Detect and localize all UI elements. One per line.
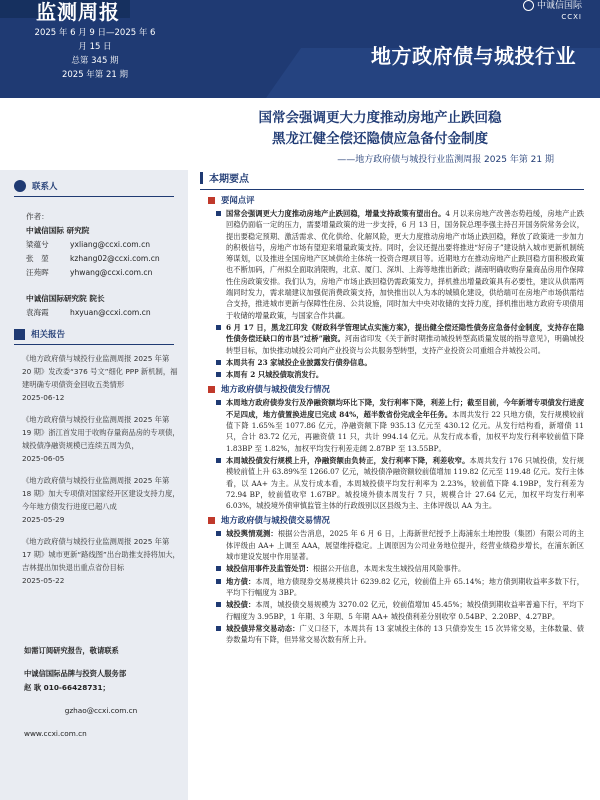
analyst-row	[26, 238, 182, 252]
report-body	[200, 170, 584, 646]
analyst-list	[26, 210, 182, 320]
related-report-date: 2025-06-05	[22, 454, 65, 463]
document-icon	[14, 329, 25, 340]
trading-paragraph	[200, 563, 584, 574]
logo-sub: CCXI	[561, 13, 582, 21]
contact-email[interactable]: gzhao@ccxi.com.cn	[64, 706, 138, 715]
analyst-name: 梁蕴兮	[26, 240, 49, 249]
para-bold: 城投债异常交易动态：	[226, 623, 300, 633]
para-text: 本周，地方债现券交易规模共计 6239.82 亿元，较前值上升 65.14%；地方债到期收益率多数下行，平均下行幅度为 3BP。	[226, 576, 584, 597]
divider	[14, 196, 174, 197]
para-text: 根据公开信息，本周未发生城投信用风险事件。	[313, 564, 466, 574]
related-report-title[interactable]: 《地方政府债与城投行业监测周报 2025 年第 20 期》发改委“376 号文”细化 PPP 新机制，福建明确专项债资金回收五类情形	[22, 354, 178, 389]
issuance-heading-text: 地方政府债与城投债发行情况	[221, 384, 330, 395]
trading-paragraph	[200, 623, 584, 646]
para-text: 本周，城投债交易规模为 3270.02 亿元，较前值增加 45.45%；城投债到期收益率普遍下行，平均下行幅度为 3.95BP，1 年期、3 年期、5 年期 AA+ 城投债利差分别收窄 0.54BP、2.20BP、4.27BP。	[226, 600, 584, 621]
contact-line: 如需订阅研究报告，敬请联系	[24, 646, 119, 655]
director-org: 中诚信国际研究院 院长	[26, 294, 105, 303]
analyst-label: 作者：	[26, 212, 49, 221]
para-bold: 本周城投债发行规模上升，净融资额由负转正，发行利率下降，利差收窄。	[226, 455, 470, 465]
report-title	[180, 108, 580, 150]
policy-heading-text: 要闻点评	[221, 195, 255, 205]
issuance-paragraph	[200, 455, 584, 511]
total-issue: 总第 345 期	[71, 56, 119, 66]
sidebar	[0, 170, 188, 800]
bullet-square	[208, 197, 215, 204]
para-text: 本周共发行 176 只城投债，发行规模较前值上升 63.89%至 1266.07 亿元，城投债净融资额较前值增加 119.82 亿元至 119.48 亿元。发行主体看，以 AA+ 为主。从发行成本看，本周城投债平均发行利率为 2.23%，较前值下降 4.19BP，发行利差为 72.94 BP，较前值收窄 1.67BP。城投境外债本周发行 7 只，规模合计 27.64 亿元，加权平均发行利率 6.03%，城投境外债审慎监管主体的行政级别以区县级为主、主体评级以 AA 为主。	[226, 455, 584, 511]
policy-paragraph	[200, 208, 584, 321]
analysts-heading: 联系人	[32, 182, 58, 192]
report-series-title: 监测周报	[36, 0, 120, 24]
policy-heading	[208, 194, 584, 206]
para-text: 本周有 2 只城投债取消发行。	[226, 370, 324, 380]
report-subtitle: ——地方政府债与城投行业监测周报 2025 年第 21 期	[337, 155, 554, 165]
contact-website[interactable]: www.ccxi.com.cn	[24, 729, 87, 738]
company-logo	[523, 0, 582, 23]
subscription-contact	[24, 644, 178, 741]
trading-paragraph	[200, 576, 584, 599]
director-row	[26, 306, 182, 320]
issue-meta	[30, 26, 160, 82]
related-report[interactable]	[22, 352, 180, 404]
para-bold: 城投债：	[226, 600, 256, 610]
analyst-name: 张 堃	[26, 254, 49, 263]
para-bold: 6 月 17 日，黑龙江印发《财政科学管理试点实施方案》，提出健全偿还隐性债务应急备付金制度，支持存在隐性债务偿还缺口的市县“过桥”融资。	[226, 322, 584, 344]
related-report-date: 2025-05-22	[22, 576, 65, 585]
issuance-heading	[208, 383, 584, 395]
related-report[interactable]	[22, 413, 180, 465]
para-text: 河南省印发《关于新时期推动城投转型高质量发展的指导意见》，明确城投转型目标，加快推动城投公司向产业投资与公共服务型转型，支持产业投资公司重组合并城投公司。	[226, 334, 584, 355]
para-text: 根据公告消息，2025 年 6 月 6 日，上海新世纪授予上海浦东土地控股（集团）有限公司的主体评级由 AA+ 上调至 AAA，展望维持稳定。上调原因为公司业务地位提升，经营业绩稳步增长，在浦东新区城市建设发展中作用显著。	[226, 529, 584, 562]
trading-paragraph	[200, 599, 584, 622]
bullet-square	[208, 386, 215, 393]
related-reports	[22, 352, 180, 596]
issue-of-year: 2025 年第 21 期	[61, 70, 129, 80]
contact-person: 赵 耿 010-66428731；	[24, 683, 110, 692]
analyst-email[interactable]: yhwang@ccxi.com.cn	[70, 268, 153, 277]
para-bold: 本周地方政府债券发行及净融资额均环比下降，发行利率下降，利差上行；截至目前，今年新增专项债发行进度不足四成，地方债置换进度已完成 84%，超半数省份完成全年任务。	[226, 398, 584, 419]
para-text: 本周共发行 22 只地方债，发行规模较前值下降 1.65%至 1077.86 亿元，净融资额下降 935.13 亿元至 430.12 亿元。从发行结构看，新增债 11 只，合计 83.72 亿元，再融资债 11 只，共计 994.14 亿元。从发行成本看，加权平均发行利率较前值下降 1.83BP 至 1.82%，加权平均发行利差走阔 2.87BP 至 13.55BP。	[226, 409, 584, 453]
related-report-title[interactable]: 《地方政府债与城投行业监测周报 2025 年第 18 期》加大专项债对国家经开区建设支持力度，今年地方债发行进度已超八成	[22, 476, 180, 511]
director-email[interactable]: hxyuan@ccxi.com.cn	[70, 308, 151, 317]
title-line-2: 黑龙江健全偿还隐债应急备付金制度	[272, 131, 488, 147]
section-bar	[200, 172, 203, 184]
logo-text: 中诚信国际	[536, 1, 582, 11]
analysts-section-header	[14, 180, 58, 192]
para-text: 4 月以来房地产改善态势趋缓，房地产止跌回稳仍面临一定的压力，需要增量政策的进一步支持，6 月 13 日，国务院总理李强主持召开国务院常务会议，提出要稳定预期、激活需求、优化供给、化解风险，更大力度推动房地产市场止跌回稳，释放了政策进一步加力的积极信号，房地产市场有望迎来增量政策支持。同时，会议还提出要将推进“好房子”建设纳入城市更新机制统筹谋划，以及推进全国房地产区域供给主体统一投资合理项目等。近期地方在推动房地产止跌回稳方面积极政策也不断加码，广州拟全面取消限购，北京、厦门、深圳、上海等地推出新政；湖南明确收购存量商品房用作保障性住房政策安排。我们认为，房地产市场止跌回稳仍需政策发力，择机推出增量政策具有必要性，建议从供需两端同时发力，需求端建议加强促消费政策支持，加快推出以人为本的城镇化建设，供给端可在房地产市场供需结合支持，推进城市更新与保障性住房、公共设施，同时加大中央对收储的支持力度，择机推出地方政府专项债用于收储的增量政策，与国家合作共赢。	[226, 209, 584, 320]
analyst-email[interactable]: kzhang02@ccxi.com.cn	[70, 254, 160, 263]
director-name: 袁海霞	[26, 308, 49, 317]
analyst-row	[26, 266, 182, 280]
related-report-date: 2025-05-29	[22, 515, 65, 524]
policy-paragraph	[200, 369, 584, 380]
para-bold: 地方债：	[226, 576, 256, 586]
related-report-title[interactable]: 《地方政府债与城投行业监测周报 2025 年第 17 期》城市更新“路线图”出台助推支持将加大，吉林提出加快退出重点省份目标	[22, 537, 180, 572]
analyst-email[interactable]: yxliang@ccxi.com.cn	[70, 240, 151, 249]
related-report[interactable]	[22, 474, 180, 526]
analyst-row	[26, 252, 182, 266]
para-bold: 国常会强调更大力度推动房地产止跌回稳，增量支持政策有望出台。	[226, 209, 446, 218]
related-section-header	[14, 328, 65, 340]
globe-icon	[523, 0, 534, 11]
title-line-1: 国常会强调更大力度推动房地产止跌回稳	[258, 110, 502, 126]
related-report-title[interactable]: 《地方政府债与城投行业监测周报 2025 年第 19 期》浙江首发用于收购存量商品房的专项债，城投债净融资规模已连续五周为负，	[22, 415, 180, 450]
contact-dept: 中诚信国际品牌与投资人服务部	[24, 669, 127, 678]
trading-heading-text: 地方政府债与城投债交易情况	[221, 515, 330, 526]
summary-heading-text: 本期要点	[209, 174, 249, 185]
trading-heading	[208, 514, 584, 526]
date-range: 2025 年 6 月 9 日—2025 年 6 月 15 日	[34, 28, 156, 52]
bullet-square	[208, 517, 215, 524]
person-icon	[14, 180, 26, 192]
para-bold: 城投信用事件及监管处罚：	[226, 564, 314, 574]
divider	[14, 344, 174, 345]
related-heading: 相关报告	[31, 330, 66, 340]
related-report[interactable]	[22, 535, 180, 587]
related-report-date: 2025-06-12	[22, 393, 65, 402]
para-text: 本周共有 23 家城投企业披露发行债券信息。	[226, 357, 372, 367]
report-header	[0, 0, 600, 98]
report-category: 地方政府债与城投行业	[371, 44, 576, 68]
para-text: 广义口径下，本周共有 13 家城投主体的 13 只债券发生 15 次异常交易，主体数量、债券数量均有下降，但异常交易次数有所上升。	[226, 623, 584, 645]
analyst-org: 中诚信国际 研究院	[26, 226, 90, 235]
para-bold: 城投舆情观测：	[226, 529, 278, 539]
policy-paragraph	[200, 322, 584, 356]
divider	[200, 189, 584, 190]
analyst-name: 汪苑晖	[26, 268, 49, 277]
trading-paragraph	[200, 528, 584, 562]
issuance-paragraph	[200, 397, 584, 453]
policy-paragraph	[200, 357, 584, 368]
summary-heading	[200, 170, 584, 185]
